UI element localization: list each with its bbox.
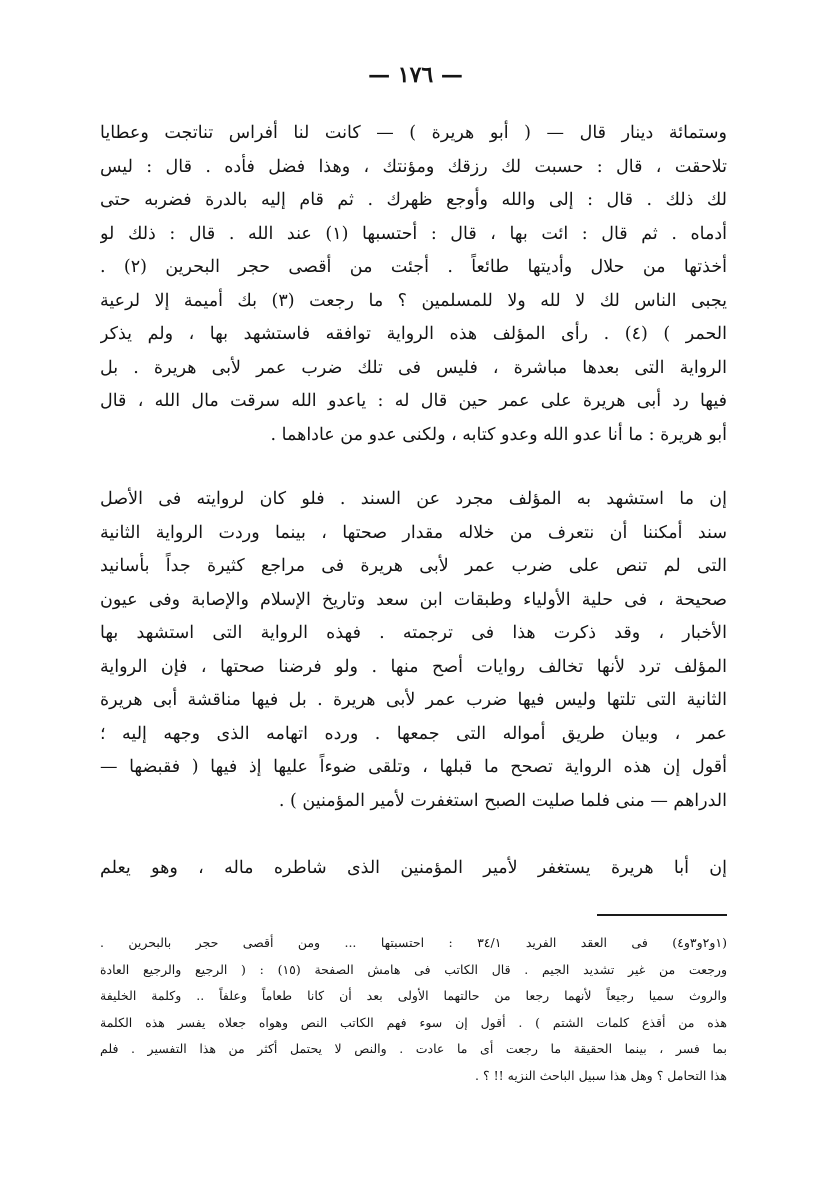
text-line: إن أبا هريرة يستغفر لأمير المؤمنين الذى شاطره ماله ، وهو يعلم: [100, 858, 727, 878]
page-number: — ١٧٦ —: [368, 62, 463, 88]
footnote-line: (١و٢و٣و٤) فى العقد الفريد ٣٤/١ : احتسبتها ... ومن أقصى حجر بالبحرين .: [100, 935, 727, 950]
text-line: أقول إن هذه الرواية تصحح ما قبلها ، وتلقى ضوءاً عليها إذ فيها ( فقبضها —: [100, 757, 727, 777]
text-line: صحيحة ، فى حلية الأولياء وطبقات ابن سعد وتاريخ الإسلام والإصابة وفى عيون: [100, 589, 727, 610]
footnote-line: هذا التحامل ؟ وهل هذا سبيل الباحث النزيه !! ؟ .: [475, 1067, 727, 1083]
text-line: يجبى الناس لك لا لله ولا للمسلمين ؟ ما رجعت (٣) بك أميمة إلا لرعية: [100, 290, 727, 311]
footnote-line: والروث سميا رجيعاً لأنهما رجعا من حالتهما الأولى بعد أن كانا طعاماً وعلفاً .. وكلمة الخليفة: [100, 988, 727, 1003]
text-line: أخذتها من حلال وأديتها طائعاً . أجئت من أقصى حجر البحرين (٢) .: [100, 257, 727, 277]
paragraph-1: [100, 117, 727, 452]
text-line: المؤلف ترد لأنها تخالف روايات أصح منها . ولو فرضنا صحتها ، فإن الرواية: [100, 656, 727, 677]
text-line: التى لم تنص على ضرب عمر لأبى هريرة فى مراجع كثيرة جداً بأسانيد: [100, 556, 727, 576]
text-line: الدراهم — منى فلما صليت الصبح استغفرت لأمير المؤمنين ) .: [278, 790, 727, 811]
text-line: الحمر ) (٤) . رأى المؤلف هذه الرواية توافقه فاستشهد بها ، ولم يذكر: [100, 324, 727, 344]
text-line: تلاحقت ، قال : حسبت لك رزقك ومؤنتك ، وهذا فضل فأده . قال : ليس: [100, 156, 727, 177]
text-line: الثانية التى تلتها وليس فيها ضرب عمر لأبى هريرة . بل فيها مناقشة أبى هريرة: [100, 690, 727, 710]
text-line: سند أمكننا أن نتعرف من خلاله مقدار صحتها ، بينما وردت الرواية الثانية: [100, 522, 727, 543]
text-line: فيها رد أبى هريرة على عمر حين قال له : ياعدو الله سرقت مال الله ، قال: [100, 391, 727, 411]
text-line: أدماه . ثم قال : ائت بها ، قال : أحتسبها (١) عند الله . قال : ذلك لو: [100, 223, 727, 244]
text-line: إن ما استشهد به المؤلف مجرد عن السند . فلو كان لروايته فى الأصل: [100, 489, 727, 509]
text-line: أبو هريرة : ما أنا عدو الله وعدو كتابه ، ولكنى عدو من عاداهما .: [270, 424, 727, 445]
footnote-line: بما فسر ، بينما الحقيقة ما رجعت أى ما عادت . والنص لا يحتمل أكثر من هذا التفسير . فلم: [100, 1041, 727, 1056]
paragraph-2: [100, 483, 727, 818]
text-line: وستمائة دينار قال — ( أبو هريرة ) — كانت لنا أفراس تناتجت وعطايا: [100, 123, 727, 143]
paragraph-3: [100, 852, 727, 886]
footnote-separator: [597, 914, 727, 916]
text-line: الرواية التى بعدها مباشرة ، فليس فى تلك ضرب عمر لأبى هريرة . بل: [100, 357, 727, 378]
text-line: الأخبار ، وقد ذكرت هذا فى ترجمته . فهذه الرواية التى استشهد بها: [100, 623, 727, 643]
text-line: عمر ، وبيان طريق أمواله التى جمعها . ورده اتهامه الذى وجهه إليه ؛: [100, 723, 727, 744]
text-line: لك ذلك . قال : إلى والله وأوجع ظهرك . ثم قام إليه بالدرة فضربه حتى: [100, 190, 727, 210]
footnote-line: هذه من أقذع كلمات الشتم ) . أقول إن سوء فهم الكاتب النص وهواه جعلاه يفسر هذه الكلمة: [100, 1014, 727, 1030]
footnote-line: ورجعت من غير تشديد الجيم . قال الكاتب فى هامش الصفحة (١٥) : ( الرجيع والرجيع العادة: [100, 961, 727, 977]
footnotes: [100, 930, 727, 1089]
